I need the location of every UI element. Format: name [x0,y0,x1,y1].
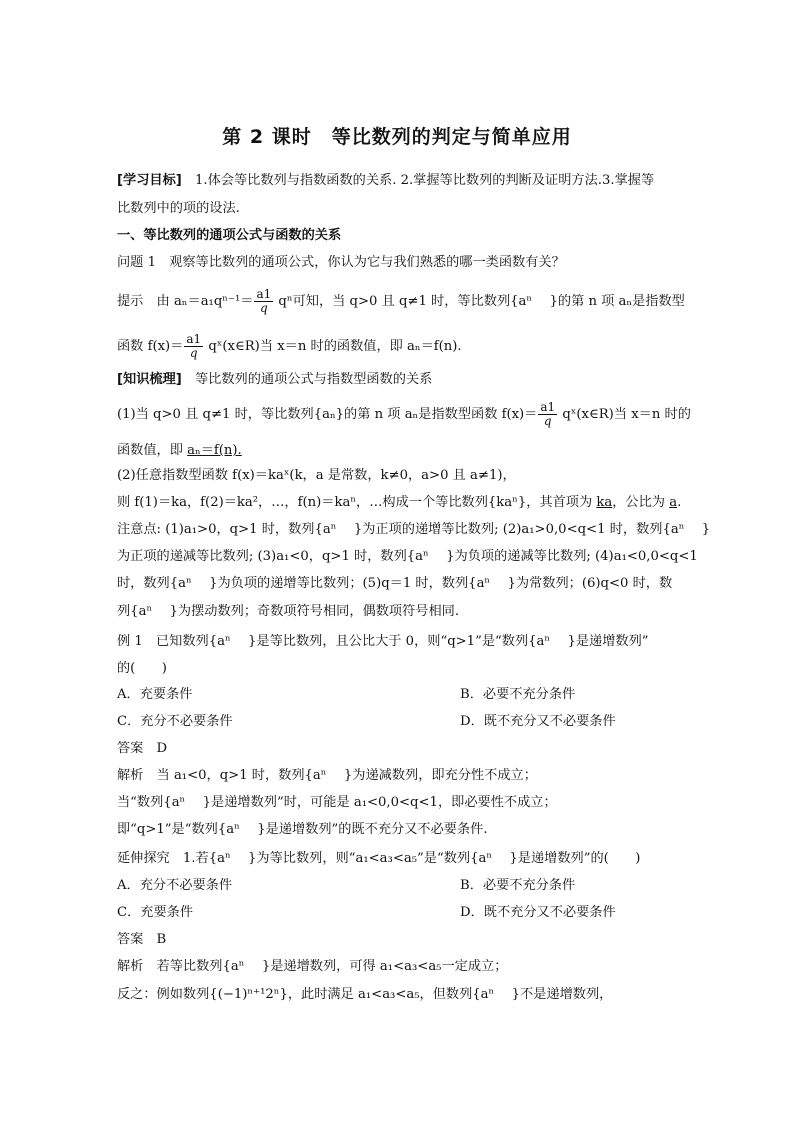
analysis-2-line-1: 解析 若等比数列{aⁿ }是递增数列，可得 a₁<a₃<a₅一定成立； [117,959,508,974]
option-a: A．充要条件 [117,687,193,702]
note-line-4: 列{aⁿ }为摆动数列；奇数项符号相同，偶数项符号相同. [117,604,460,619]
note-line-3: 时，数列{aⁿ }为负项的递增等比数列；(5)q＝1 时，数列{aⁿ }为常数列；(6)q<0 时，数 [117,576,673,591]
knowledge-tag: [知识梳理] [117,372,182,387]
ext-option-d: D．既不充分又不必要条件 [460,905,616,920]
fraction-a1-over-q-2 [184,333,203,360]
knowledge-text: 等比数列的通项公式与指数型函数的关系 [181,372,433,387]
point-1-text-c: 函数值，即 [117,443,188,458]
option-row-1 [117,686,576,704]
ext-option-b: B．必要不充分条件 [460,878,576,893]
option-row-2 [117,713,616,731]
first-term-answer: ka [596,495,613,510]
point-1-text-b: qˣ(x∈R)当 x＝n 时的 [558,407,691,422]
fraction-denominator: q [259,301,268,315]
ext-option-c: C．充要条件 [117,905,194,920]
fraction-a1-over-q [254,288,273,315]
point-2-text-c: . [677,495,682,510]
learning-goals-line-2: 比数列中的项的设法. [117,201,240,216]
example-1-line-1: 例 1 已知数列{aⁿ }是等比数列，且公比大于 0，则“q>1”是“数列{aⁿ }是递增数列” [117,634,649,649]
fraction-denominator: q [543,414,552,428]
analysis-1-line-3: 即“q>1”是“数列{aⁿ }是递增数列”的既不充分又不必要条件. [117,822,488,837]
fraction-numerator: a1 [256,287,272,301]
ext-option-a: A．充分不必要条件 [117,878,233,893]
point-2-text-b: ，公比为 [612,495,670,510]
fraction-a1-over-q-3 [538,401,557,428]
page-title: 第 2 课时 等比数列的判定与简单应用 [222,126,572,148]
ratio-answer: a [669,495,678,510]
learning-goals-tag: [学习目标] [117,173,182,188]
question-1: 问题 1 观察等比数列的通项公式，你认为它与我们熟悉的哪一类函数有关？ [117,255,565,270]
option-c: C．充分不必要条件 [117,714,233,729]
point-1-line-1 [117,401,691,428]
ext-option-row-1 [117,877,576,895]
option-d: D．既不充分又不必要条件 [460,714,616,729]
option-b: B．必要不充分条件 [460,687,576,702]
answer-1: 答案 D [117,741,168,756]
point-1-line-2 [117,442,242,460]
analysis-2-line-2: 反之：例如数列{(−1)ⁿ⁺¹2ⁿ}，此时满足 a₁<a₃<a₅，但数列{aⁿ }不是递增数列， [117,987,613,1002]
hint-text-d: qˣ(x∈R)当 x＝n 时的函数值，即 aₙ＝f(n). [204,339,462,354]
knowledge-heading [117,371,432,389]
hint-text-b: qⁿ可知，当 q>0 且 q≠1 时，等比数列{aⁿ }的第 n 项 aₙ是指数型 [274,294,685,309]
learning-goals-text: 1.体会等比数列与指数函数的关系. 2.掌握等比数列的判断及证明方法.3.掌握等 [181,173,655,188]
hint-line-2 [117,333,462,360]
learning-goals-line-1 [117,172,654,190]
note-line-1: 注意点: (1)a₁>0，q>1 时，数列{aⁿ }为正项的递增等比数列; (2)a₁>0,0<q<1 时，数列{aⁿ } [117,522,711,537]
extension-question: 延伸探究 1.若{aⁿ }为等比数列，则“a₁<a₃<a₅”是“数列{aⁿ }是递增数列”的( ) [117,851,641,866]
point-2-line-1: (2)任意指数型函数 f(x)＝kaˣ(k，a 是常数，k≠0，a>0 且 a≠1)， [117,468,516,483]
hint-text-c: 函数 f(x)＝ [117,339,184,354]
section-heading-1: 一、等比数列的通项公式与函数的关系 [117,228,342,243]
point-2-line-2 [117,494,681,512]
analysis-1-line-1: 解析 当 a₁<0，q>1 时，数列{aⁿ }为递减数列，即充分性不成立； [117,768,537,783]
hint-line-1 [117,288,685,315]
example-1-line-2: 的( ) [117,661,167,676]
analysis-1-line-2: 当“数列{aⁿ }是递增数列”时，可能是 a₁<0,0<q<1，即必要性不成立； [117,795,557,810]
fraction-numerator: a1 [540,400,556,414]
note-line-2: 为正项的递减等比数列; (3)a₁<0，q>1 时，数列{aⁿ }为负项的递减等比数列; (4)a₁<0,0<q<1 [117,549,698,564]
ext-option-row-2 [117,904,616,922]
point-2-text-a: 则 f(1)＝ka，f(2)＝ka²，…，f(n)＝kaⁿ，…构成一个等比数列{kaⁿ}，其首项为 [117,495,597,510]
point-1-text-a: (1)当 q>0 且 q≠1 时，等比数列{aₙ}的第 n 项 aₙ是指数型函数 f(x)＝ [117,407,538,422]
answer-2: 答案 B [117,932,167,947]
fraction-denominator: q [189,346,198,360]
hint-text-a: 提示 由 aₙ＝a₁qⁿ⁻¹＝ [117,294,254,309]
point-1-underlined-answer: aₙ＝f(n). [187,443,242,458]
fraction-numerator: a1 [186,332,202,346]
